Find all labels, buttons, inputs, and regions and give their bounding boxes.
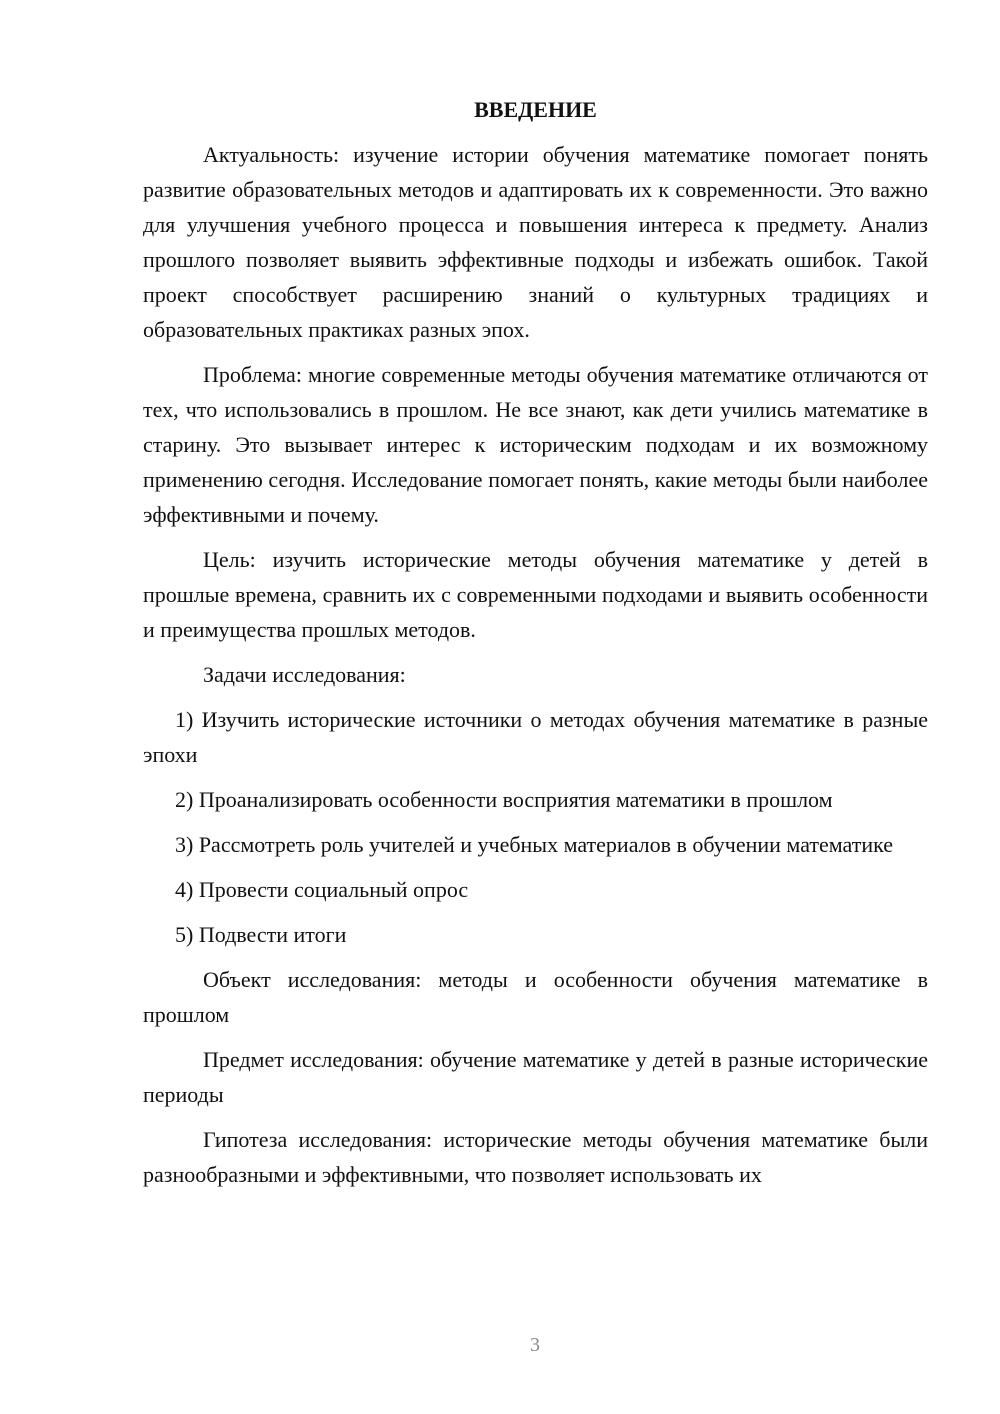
task-item: 1) Изучить исторические источники о методах обучения математике в разные эпохи <box>143 707 928 767</box>
object-paragraph: Объект исследования: методы и особенности обучения математике в прошлом <box>143 967 928 1027</box>
subject-paragraph: Предмет исследования: обучение математике у детей в разные исторические периоды <box>143 1047 928 1107</box>
task-item: 2) Проанализировать особенности восприятия математики в прошлом <box>175 787 833 812</box>
goal-paragraph: Цель: изучить исторические методы обучения математике у детей в прошлые времена, сравнить их с современными подходами и выявить особенности и преимущества прошлых методов. <box>143 547 928 642</box>
task-item: 5) Подвести итоги <box>175 922 347 947</box>
relevance-paragraph: Актуальность: изучение истории обучения математике помогает понять развитие образовательных методов и адаптировать их к современности. Это важно для улучшения учебного процесса и повышения интереса к предмету. Анализ прошлого позволяет выявить эффективные подходы и избежать ошибок. Такой проект способствует расширению знаний о культурных традициях и образовательных практиках разных эпох. <box>143 142 928 342</box>
task-item: 4) Провести социальный опрос <box>175 877 469 902</box>
page-number: 3 <box>530 1334 540 1356</box>
task-item: 3) Рассмотреть роль учителей и учебных материалов в обучении математике <box>175 832 894 857</box>
hypothesis-paragraph: Гипотеза исследования: исторические методы обучения математике были разнообразными и эффективными, что позволяет использовать их <box>143 1127 928 1187</box>
problem-paragraph: Проблема: многие современные методы обучения математике отличаются от тех, что использовались в прошлом. Не все знают, как дети учились математике в старину. Это вызывает интерес к историческим подходам и их возможному применению сегодня. Исследование помогает понять, какие методы были наиболее эффективными и почему. <box>143 362 928 527</box>
tasks-list <box>143 702 928 952</box>
tasks-label: Задачи исследования: <box>203 662 406 687</box>
page-title: ВВЕДЕНИЕ <box>474 97 597 122</box>
